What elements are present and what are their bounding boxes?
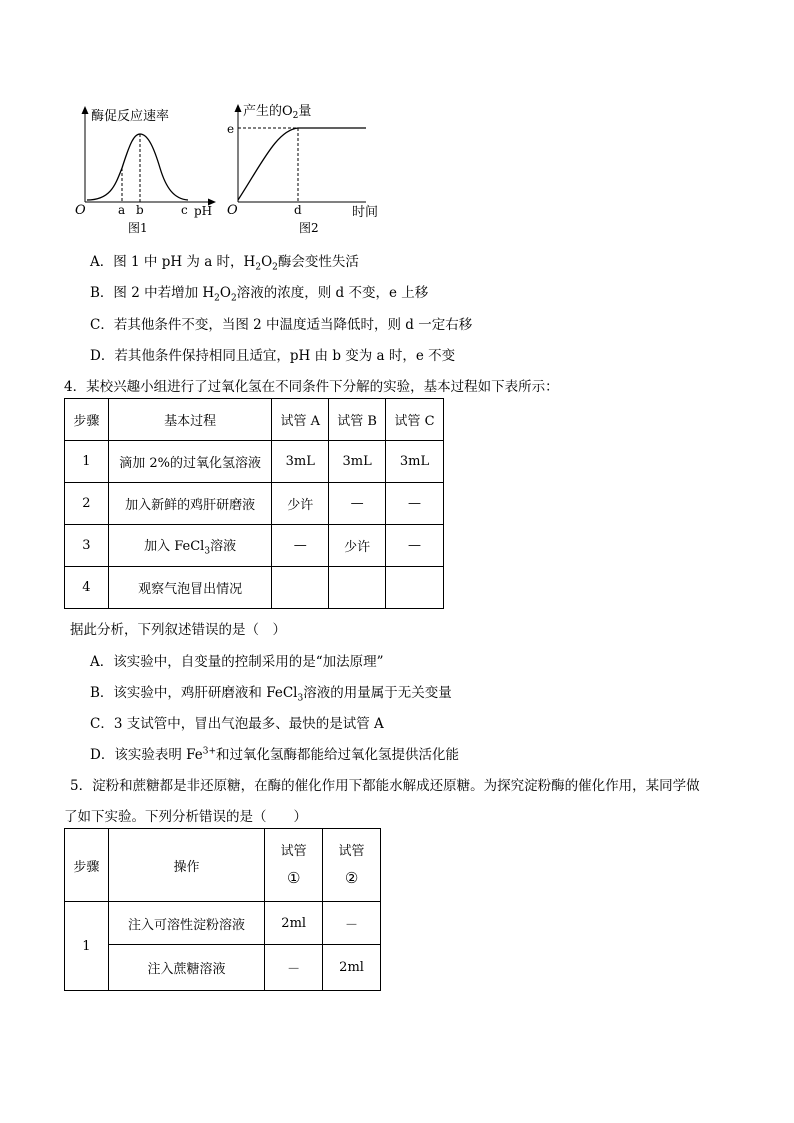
header-tube-a: 试管 A	[272, 399, 329, 441]
cell-tube-2: －	[323, 902, 381, 945]
header-operation: 操作	[108, 829, 264, 902]
o2-curve	[238, 128, 366, 200]
cell-tube-b	[329, 567, 386, 609]
cell-tube-a	[272, 567, 329, 609]
q5-stem-line1: 5．淀粉和蔗糖都是非还原糖，在酶的催化作用下都能水解成还原糖。为探究淀粉酶的催化作用，某同学做	[70, 778, 700, 794]
figure-2	[222, 98, 392, 238]
table-header-row	[65, 829, 381, 902]
table-header-row	[65, 399, 444, 441]
table-row	[65, 525, 444, 567]
q5-table	[64, 828, 381, 991]
cell-tube-c	[386, 567, 444, 609]
header-tube-b: 试管 B	[329, 399, 386, 441]
cell-tube-2: 2ml	[323, 945, 381, 991]
table-row	[65, 441, 444, 483]
table-row	[65, 483, 444, 525]
q3-option-a: A．图 1 中 pH 为 a 时，$H_2O_2$酶会变性失活	[90, 254, 359, 273]
cell-step: 1	[65, 902, 109, 991]
cell-tube-b: 少许	[329, 525, 386, 567]
fig1-xlabel: pH	[194, 204, 213, 218]
q4-option-a: A．该实验中，自变量的控制采用的是“加法原理”	[90, 654, 384, 670]
cell-tube-c: 3mL	[386, 441, 444, 483]
fig2-origin: O	[227, 203, 238, 218]
header-process: 基本过程	[108, 399, 271, 441]
table-row	[65, 567, 444, 609]
fig1-origin: O	[75, 203, 86, 218]
q5-stem-line2: 了如下实验。下列分析错误的是（ ）	[64, 809, 307, 825]
q4-follow: 据此分析，下列叙述错误的是（ ）	[70, 622, 286, 638]
cell-tube-c: —	[386, 483, 444, 525]
fig2-ytick-e: e	[227, 122, 235, 136]
fig2-ylabel: 产生的$O_2$量	[243, 104, 312, 121]
cell-process: 加入 FeCl$_3$溶液	[108, 525, 271, 567]
q4-option-c: C．3 支试管中，冒出气泡最多、最快的是试管 A	[90, 716, 384, 732]
cell-tube-b: 3mL	[329, 441, 386, 483]
cell-tube-c: —	[386, 525, 444, 567]
fig2-xlabel: 时间	[352, 205, 379, 220]
q4-table	[64, 398, 444, 609]
cell-step: 2	[65, 483, 109, 525]
cell-tube-a: 少许	[272, 483, 329, 525]
q4-option-b: B．该实验中，鸡肝研磨液和 FeCl$_3$溶液的用量属于无关变量	[90, 685, 452, 704]
cell-tube-1: 2ml	[265, 902, 323, 945]
cell-tube-1: －	[265, 945, 323, 991]
cell-tube-a: —	[272, 525, 329, 567]
fig1-tick-c: c	[181, 203, 188, 217]
header-tube-c: 试管 C	[386, 399, 444, 441]
fig2-caption: 图2	[299, 221, 319, 235]
fig1-caption: 图1	[128, 221, 148, 235]
figure-1	[70, 98, 220, 238]
fig1-tick-b: b	[136, 203, 144, 217]
cell-step: 1	[65, 441, 109, 483]
q3-option-d: D．若其他条件保持相同且适宜，pH 由 b 变为 a 时，e 不变	[90, 348, 456, 364]
cell-operation: 注入可溶性淀粉溶液	[108, 902, 264, 945]
cell-process: 加入新鲜的鸡肝研磨液	[108, 483, 271, 525]
cell-step: 4	[65, 567, 109, 609]
table-row	[65, 902, 381, 945]
enzyme-rate-curve	[87, 134, 188, 200]
header-step: 步骤	[65, 399, 109, 441]
header-tube-1: 试管 ①	[265, 829, 323, 902]
fig1-tick-a: a	[118, 203, 126, 217]
cell-process: 滴加 2%的过氧化氢溶液	[108, 441, 271, 483]
q4-stem: 4．某校兴趣小组进行了过氧化氢在不同条件下分解的实验，基本过程如下表所示：	[64, 379, 559, 395]
cell-process: 观察气泡冒出情况	[108, 567, 271, 609]
cell-tube-a: 3mL	[272, 441, 329, 483]
q3-option-b: B．图 2 中若增加 $H_2O_2$溶液的浓度，则 d 不变，e 上移	[90, 285, 429, 304]
q4-option-d: D．该实验表明 $Fe^{3+}$和过氧化氢酶都能给过氧化氢提供活化能	[90, 746, 460, 763]
cell-step: 3	[65, 525, 109, 567]
cell-operation: 注入蔗糖溶液	[108, 945, 264, 991]
fig1-ylabel: 酶促反应速率	[91, 109, 170, 124]
cell-tube-b: —	[329, 483, 386, 525]
fig2-xtick-d: d	[294, 203, 302, 217]
header-step: 步骤	[65, 829, 109, 902]
q3-option-c: C．若其他条件不变，当图 2 中温度适当降低时，则 d 一定右移	[90, 317, 473, 333]
table-row	[65, 945, 381, 991]
header-tube-2: 试管 ②	[323, 829, 381, 902]
